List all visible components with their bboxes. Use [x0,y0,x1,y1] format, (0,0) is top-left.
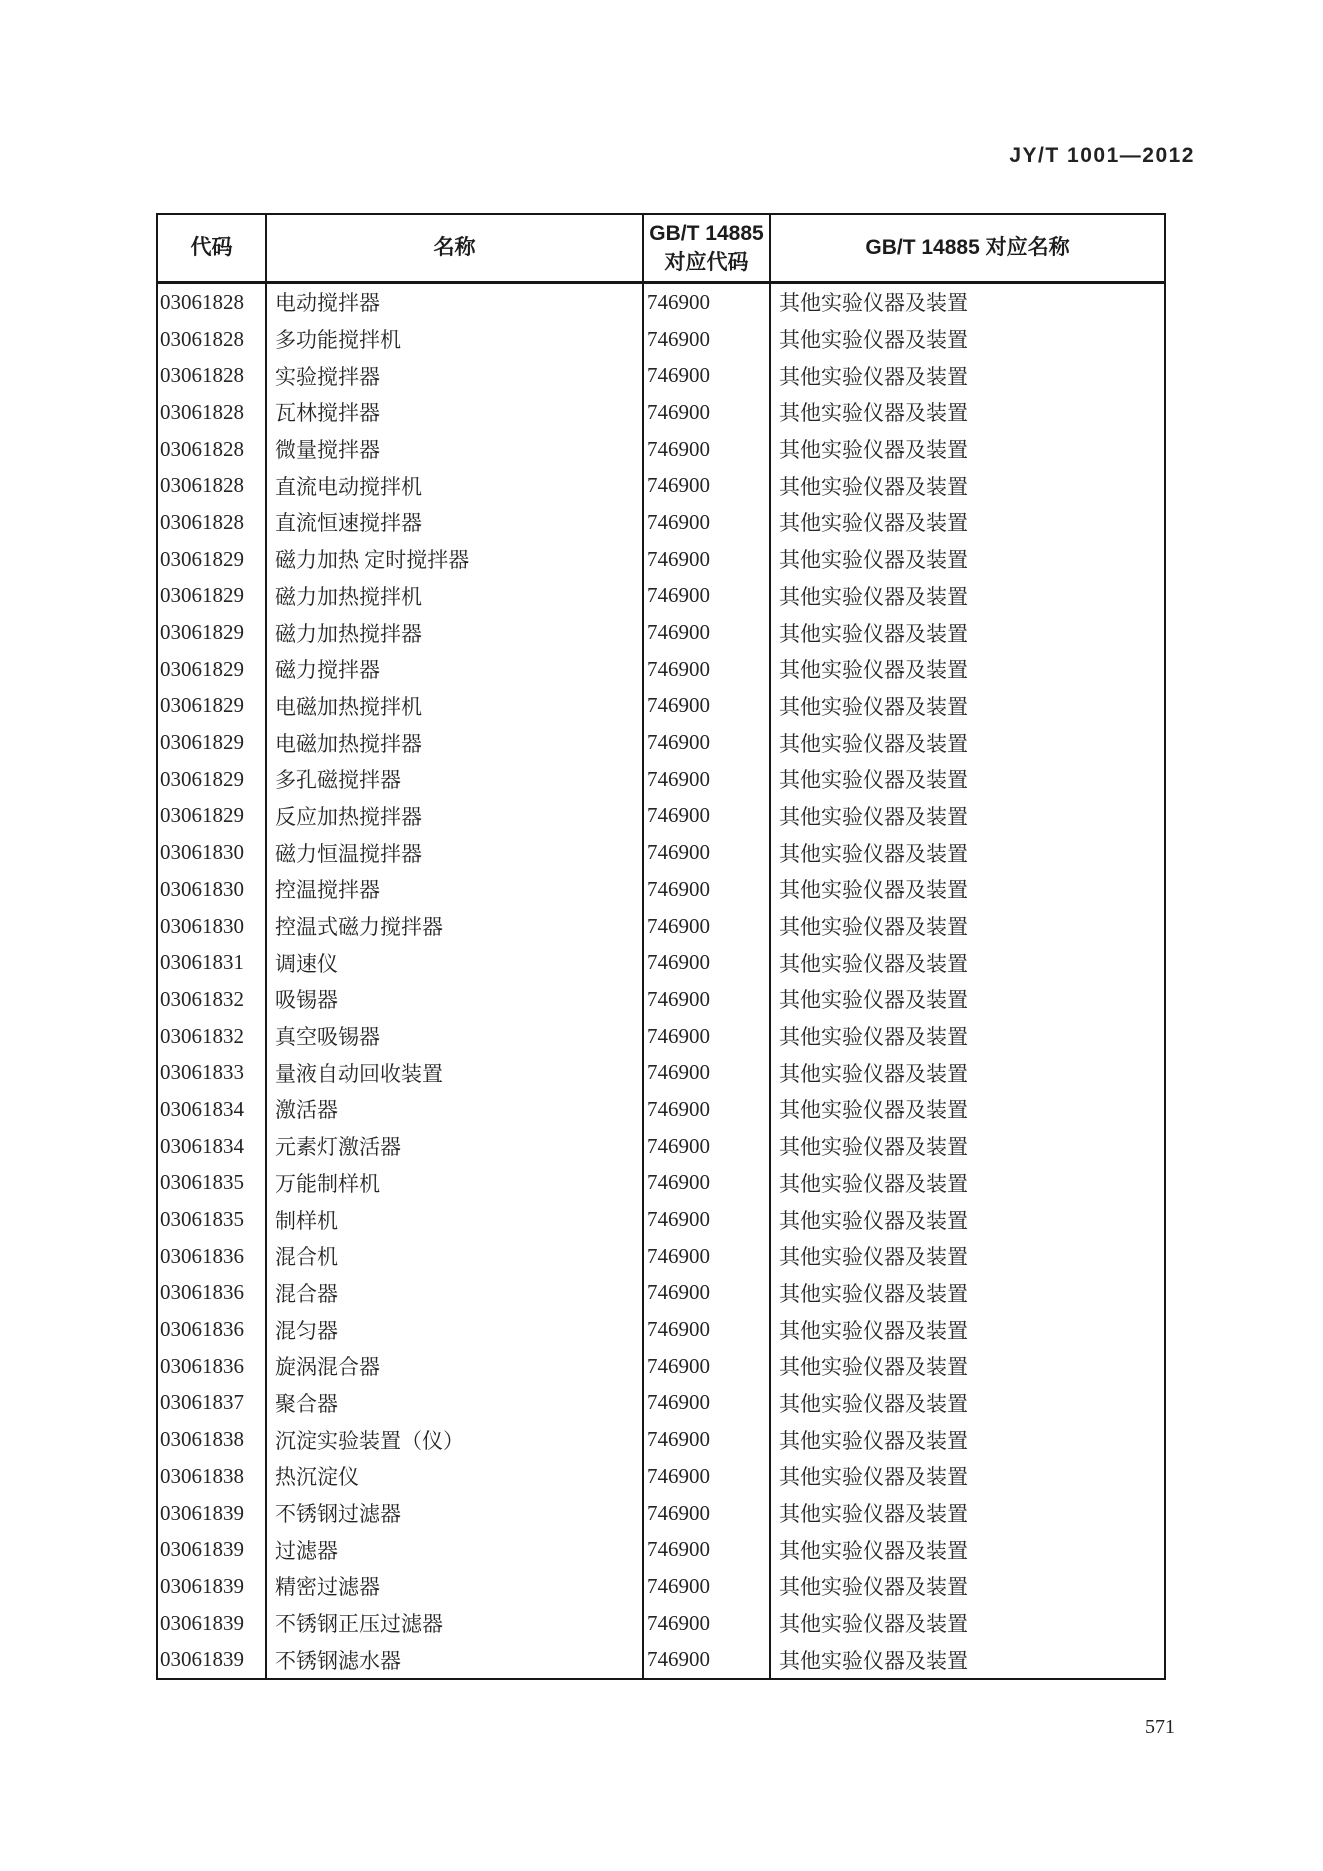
cell-name: 制样机 [267,1201,644,1238]
table-row [158,651,1164,688]
cell-code: 03061829 [158,578,267,615]
cell-gbt-code: 746900 [644,981,771,1018]
cell-gbt-name: 其他实验仪器及装置 [779,915,968,940]
table-row [158,1458,1164,1495]
cell-code: 03061829 [158,724,267,761]
table-row [158,1421,1164,1458]
cell-gbt-code: 746900 [644,541,771,578]
cell-gbt-name: 其他实验仪器及装置 [779,511,968,536]
cell-code: 03061835 [158,1201,267,1238]
table-row [158,1568,1164,1605]
cell-code: 03061834 [158,1091,267,1128]
cell-name: 混匀器 [267,1311,644,1348]
table-row [158,1275,1164,1312]
table-row [158,1018,1164,1055]
cell-gbt-code: 746900 [644,1605,771,1642]
cell-name: 磁力搅拌器 [267,651,644,688]
cell-gbt-code: 746900 [644,1458,771,1495]
cell-name: 万能制样机 [267,1165,644,1202]
cell-gbt-code: 746900 [644,688,771,725]
cell-name: 激活器 [267,1091,644,1128]
table-row [158,614,1164,651]
cell-code: 03061830 [158,908,267,945]
cell-name: 不锈钢正压过滤器 [267,1605,644,1642]
cell-gbt-name: 其他实验仪器及装置 [779,878,968,903]
table-row [158,761,1164,798]
table-row [158,504,1164,541]
table-row [158,798,1164,835]
cell-code: 03061829 [158,688,267,725]
cell-gbt-code: 746900 [644,357,771,394]
table-row [158,284,1164,321]
header-name: 名称 [267,215,644,281]
cell-gbt-code: 746900 [644,1385,771,1422]
table-row [158,1605,1164,1642]
cell-name: 热沉淀仪 [267,1458,644,1495]
cell-gbt-code: 746900 [644,431,771,468]
cell-name: 吸锡器 [267,981,644,1018]
cell-gbt-name: 其他实验仪器及装置 [779,474,968,499]
doc-standard-number: JY/T 1001—2012 [1009,144,1195,167]
cell-gbt-code: 746900 [644,1531,771,1568]
cell-gbt-name: 其他实验仪器及装置 [779,1171,968,1196]
cell-code: 03061839 [158,1531,267,1568]
cell-name: 微量搅拌器 [267,431,644,468]
code-mapping-table [156,213,1166,1680]
header-gbt-code [644,215,771,281]
cell-code: 03061836 [158,1275,267,1312]
cell-gbt-name: 其他实验仪器及装置 [779,658,968,683]
table-row [158,431,1164,468]
table-row [158,1054,1164,1091]
header-gbt-code-line2: 对应代码 [664,251,749,274]
cell-gbt-code: 746900 [644,834,771,871]
cell-gbt-name: 其他实验仪器及装置 [779,804,968,829]
table-row [158,834,1164,871]
cell-code: 03061836 [158,1348,267,1385]
cell-gbt-code: 746900 [644,1495,771,1532]
cell-code: 03061835 [158,1165,267,1202]
table-row [158,1495,1164,1532]
cell-gbt-code: 746900 [644,1165,771,1202]
cell-gbt-name: 其他实验仪器及装置 [779,1575,968,1600]
cell-gbt-name: 其他实验仪器及装置 [779,364,968,389]
table-row [158,724,1164,761]
cell-code: 03061838 [158,1421,267,1458]
cell-gbt-code: 746900 [644,614,771,651]
cell-gbt-name: 其他实验仪器及装置 [779,1281,968,1306]
cell-gbt-name: 其他实验仪器及装置 [779,1208,968,1233]
cell-name: 磁力加热搅拌机 [267,578,644,615]
cell-name: 电动搅拌器 [267,284,644,321]
cell-gbt-name: 其他实验仪器及装置 [779,1025,968,1050]
table-row [158,981,1164,1018]
table-row [158,321,1164,358]
header-code: 代码 [158,215,267,281]
cell-gbt-code: 746900 [644,1421,771,1458]
table-row [158,1238,1164,1275]
cell-gbt-name: 其他实验仪器及装置 [779,438,968,463]
table-row [158,908,1164,945]
cell-gbt-name: 其他实验仪器及装置 [779,1538,968,1563]
cell-name: 真空吸锡器 [267,1018,644,1055]
cell-gbt-code: 746900 [644,871,771,908]
cell-gbt-code: 746900 [644,394,771,431]
cell-name: 元素灯激活器 [267,1128,644,1165]
cell-gbt-name: 其他实验仪器及装置 [779,1428,968,1453]
table-row [158,1531,1164,1568]
cell-gbt-code: 746900 [644,724,771,761]
cell-gbt-code: 746900 [644,1641,771,1678]
cell-gbt-code: 746900 [644,944,771,981]
cell-gbt-code: 746900 [644,651,771,688]
table-header-row [158,215,1164,284]
cell-gbt-name: 其他实验仪器及装置 [779,1098,968,1123]
cell-code: 03061836 [158,1238,267,1275]
cell-gbt-name: 其他实验仪器及装置 [779,1061,968,1086]
cell-gbt-name: 其他实验仪器及装置 [779,768,968,793]
cell-gbt-name: 其他实验仪器及装置 [779,621,968,646]
table-row [158,467,1164,504]
table-row [158,1128,1164,1165]
cell-gbt-code: 746900 [644,1238,771,1275]
cell-name: 多功能搅拌机 [267,321,644,358]
cell-name: 精密过滤器 [267,1568,644,1605]
cell-name: 瓦林搅拌器 [267,394,644,431]
table-row [158,688,1164,725]
cell-gbt-code: 746900 [644,467,771,504]
cell-gbt-code: 746900 [644,321,771,358]
cell-code: 03061839 [158,1495,267,1532]
table-row [158,1641,1164,1678]
cell-gbt-code: 746900 [644,908,771,945]
cell-code: 03061828 [158,394,267,431]
cell-code: 03061830 [158,834,267,871]
cell-gbt-name: 其他实验仪器及装置 [779,1355,968,1380]
cell-gbt-code: 746900 [644,761,771,798]
cell-code: 03061828 [158,504,267,541]
cell-gbt-name: 其他实验仪器及装置 [779,291,968,316]
header-gbt-code-line1: GB/T 14885 [649,221,764,245]
cell-gbt-code: 746900 [644,1568,771,1605]
header-gbt-name: GB/T 14885 对应名称 [865,236,1070,260]
cell-gbt-name: 其他实验仪器及装置 [779,1502,968,1527]
cell-code: 03061829 [158,541,267,578]
cell-gbt-name: 其他实验仪器及装置 [779,1135,968,1160]
table-row [158,357,1164,394]
cell-gbt-code: 746900 [644,1275,771,1312]
cell-code: 03061832 [158,1018,267,1055]
cell-code: 03061829 [158,761,267,798]
table-row [158,1385,1164,1422]
cell-gbt-code: 746900 [644,1018,771,1055]
cell-code: 03061839 [158,1641,267,1678]
cell-code: 03061838 [158,1458,267,1495]
cell-code: 03061836 [158,1311,267,1348]
cell-gbt-code: 746900 [644,1348,771,1385]
cell-name: 沉淀实验装置（仪） [267,1421,644,1458]
page-number: 571 [1145,1716,1175,1738]
cell-gbt-code: 746900 [644,1054,771,1091]
table-row [158,1311,1164,1348]
cell-gbt-code: 746900 [644,1201,771,1238]
cell-name: 量液自动回收装置 [267,1054,644,1091]
cell-code: 03061829 [158,798,267,835]
cell-gbt-name: 其他实验仪器及装置 [779,401,968,426]
cell-name: 实验搅拌器 [267,357,644,394]
cell-code: 03061828 [158,467,267,504]
cell-name: 直流电动搅拌机 [267,467,644,504]
cell-code: 03061829 [158,651,267,688]
table-row [158,541,1164,578]
cell-gbt-code: 746900 [644,504,771,541]
cell-gbt-code: 746900 [644,284,771,321]
cell-name: 聚合器 [267,1385,644,1422]
cell-name: 不锈钢过滤器 [267,1495,644,1532]
cell-code: 03061829 [158,614,267,651]
cell-code: 03061834 [158,1128,267,1165]
cell-code: 03061828 [158,431,267,468]
cell-code: 03061839 [158,1568,267,1605]
cell-code: 03061832 [158,981,267,1018]
cell-name: 混合器 [267,1275,644,1312]
cell-name: 电磁加热搅拌机 [267,688,644,725]
cell-name: 不锈钢滤水器 [267,1641,644,1678]
cell-name: 多孔磁搅拌器 [267,761,644,798]
cell-name: 磁力加热 定时搅拌器 [267,541,644,578]
cell-gbt-name: 其他实验仪器及装置 [779,951,968,976]
cell-gbt-code: 746900 [644,1091,771,1128]
table-row [158,578,1164,615]
cell-gbt-name: 其他实验仪器及装置 [779,328,968,353]
cell-name: 旋涡混合器 [267,1348,644,1385]
cell-name: 直流恒速搅拌器 [267,504,644,541]
cell-gbt-code: 746900 [644,578,771,615]
cell-name: 混合机 [267,1238,644,1275]
cell-code: 03061828 [158,284,267,321]
cell-name: 调速仪 [267,944,644,981]
table-body [158,284,1164,1678]
cell-name: 电磁加热搅拌器 [267,724,644,761]
cell-gbt-name: 其他实验仪器及装置 [779,694,968,719]
table-row [158,1091,1164,1128]
cell-name: 磁力恒温搅拌器 [267,834,644,871]
table-row [158,1165,1164,1202]
cell-gbt-code: 746900 [644,798,771,835]
cell-gbt-code: 746900 [644,1311,771,1348]
cell-gbt-name: 其他实验仪器及装置 [779,731,968,756]
cell-name: 控温式磁力搅拌器 [267,908,644,945]
table-row [158,394,1164,431]
table-row [158,871,1164,908]
cell-code: 03061828 [158,321,267,358]
cell-code: 03061839 [158,1605,267,1642]
cell-name: 过滤器 [267,1531,644,1568]
cell-name: 磁力加热搅拌器 [267,614,644,651]
cell-code: 03061837 [158,1385,267,1422]
table-row [158,1348,1164,1385]
cell-gbt-name: 其他实验仪器及装置 [779,1465,968,1490]
cell-gbt-name: 其他实验仪器及装置 [779,1318,968,1343]
cell-gbt-name: 其他实验仪器及装置 [779,1245,968,1270]
cell-name: 控温搅拌器 [267,871,644,908]
cell-gbt-name: 其他实验仪器及装置 [779,584,968,609]
table-row [158,1201,1164,1238]
cell-code: 03061830 [158,871,267,908]
cell-code: 03061828 [158,357,267,394]
cell-gbt-name: 其他实验仪器及装置 [779,841,968,866]
cell-gbt-name: 其他实验仪器及装置 [779,1648,968,1673]
cell-gbt-code: 746900 [644,1128,771,1165]
cell-gbt-name: 其他实验仪器及装置 [779,1612,968,1637]
table-row [158,944,1164,981]
cell-code: 03061833 [158,1054,267,1091]
cell-name: 反应加热搅拌器 [267,798,644,835]
cell-gbt-name: 其他实验仪器及装置 [779,988,968,1013]
cell-code: 03061831 [158,944,267,981]
cell-gbt-name: 其他实验仪器及装置 [779,1391,968,1416]
cell-gbt-name: 其他实验仪器及装置 [779,548,968,573]
